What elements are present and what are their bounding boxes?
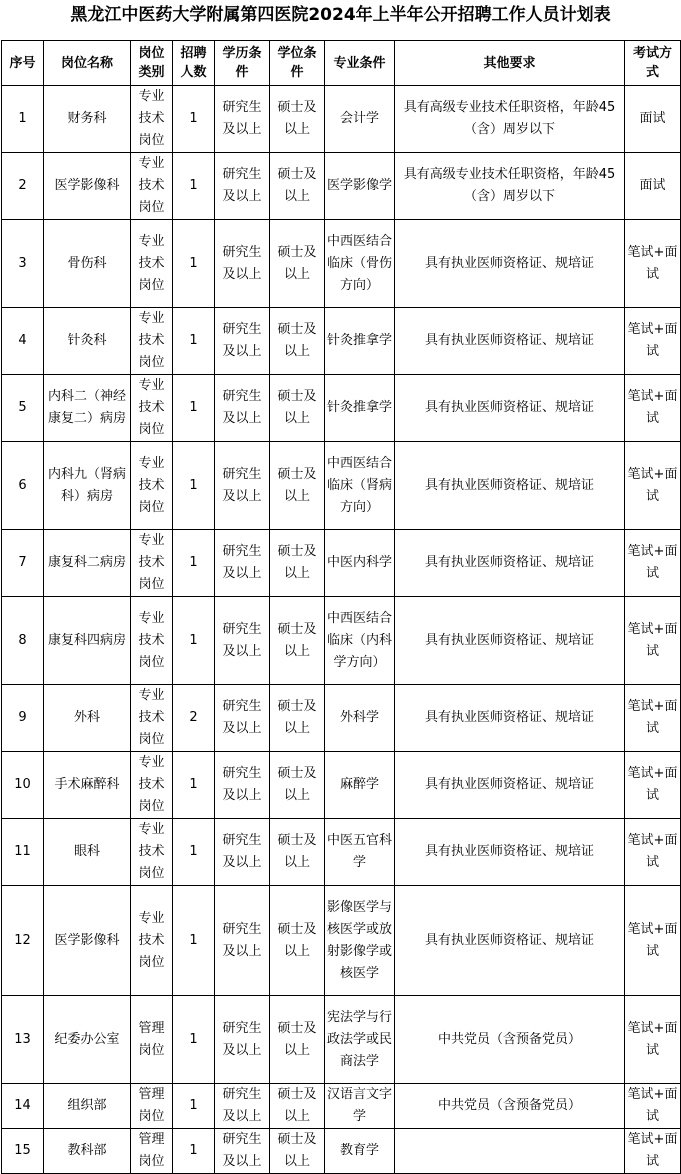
cell-no: 4 (2, 308, 44, 375)
cell-category: 专业技术岗位 (131, 819, 173, 886)
table-row (2, 375, 681, 442)
cell-education: 研究生及以上 (215, 308, 270, 375)
cell-count: 1 (173, 996, 215, 1084)
cell-category: 专业技术岗位 (131, 442, 173, 530)
cell-degree: 硕士及以上 (270, 819, 325, 886)
cell-position: 组织部 (44, 1084, 131, 1129)
cell-degree: 硕士及以上 (270, 153, 325, 220)
cell-education: 研究生及以上 (215, 752, 270, 819)
cell-count: 1 (173, 530, 215, 597)
cell-no: 13 (2, 996, 44, 1084)
header-cell: 学位条件 (270, 41, 325, 86)
table-header-row (2, 41, 681, 86)
cell-no: 3 (2, 220, 44, 308)
cell-education: 研究生及以上 (215, 996, 270, 1084)
table-row (2, 597, 681, 685)
header-cell: 招聘人数 (173, 41, 215, 86)
cell-other: 具有高级专业技术任职资格，年龄45（含）周岁以下 (395, 86, 625, 153)
table-row (2, 685, 681, 752)
cell-exam: 笔试+面试 (625, 752, 681, 819)
cell-education: 研究生及以上 (215, 819, 270, 886)
cell-major: 宪法学与行政法学或民商法学 (325, 996, 395, 1084)
cell-category: 专业技术岗位 (131, 153, 173, 220)
cell-position: 眼科 (44, 819, 131, 886)
page-title: 黑龙江中医药大学附属第四医院2024年上半年公开招聘工作人员计划表 (70, 5, 611, 25)
cell-other: 具有执业医师资格证、规培证 (395, 442, 625, 530)
cell-degree: 硕士及以上 (270, 752, 325, 819)
cell-position: 医学影像科 (44, 153, 131, 220)
cell-category: 专业技术岗位 (131, 530, 173, 597)
cell-count: 1 (173, 86, 215, 153)
cell-position: 康复科四病房 (44, 597, 131, 685)
cell-no: 7 (2, 530, 44, 597)
cell-education: 研究生及以上 (215, 1084, 270, 1129)
cell-education: 研究生及以上 (215, 1129, 270, 1174)
cell-exam: 笔试+面试 (625, 1129, 681, 1174)
table-row (2, 442, 681, 530)
cell-other: 具有执业医师资格证、规培证 (395, 597, 625, 685)
cell-other: 具有执业医师资格证、规培证 (395, 308, 625, 375)
header-cell: 岗位类别 (131, 41, 173, 86)
cell-no: 5 (2, 375, 44, 442)
cell-count: 1 (173, 375, 215, 442)
cell-no: 9 (2, 685, 44, 752)
cell-major: 教育学 (325, 1129, 395, 1174)
cell-degree: 硕士及以上 (270, 308, 325, 375)
cell-degree: 硕士及以上 (270, 996, 325, 1084)
cell-major: 中医五官科学 (325, 819, 395, 886)
cell-count: 1 (173, 886, 215, 996)
cell-major: 汉语言文字学 (325, 1084, 395, 1129)
cell-count: 1 (173, 1129, 215, 1174)
cell-major: 针灸推拿学 (325, 308, 395, 375)
table-row (2, 1084, 681, 1129)
table-row (2, 819, 681, 886)
cell-no: 12 (2, 886, 44, 996)
table-row (2, 86, 681, 153)
cell-exam: 笔试+面试 (625, 375, 681, 442)
table-row (2, 220, 681, 308)
cell-count: 1 (173, 597, 215, 685)
cell-exam: 面试 (625, 153, 681, 220)
cell-major: 中西医结合临床（骨伤方向） (325, 220, 395, 308)
cell-count: 1 (173, 442, 215, 530)
cell-degree: 硕士及以上 (270, 597, 325, 685)
cell-category: 专业技术岗位 (131, 886, 173, 996)
cell-degree: 硕士及以上 (270, 685, 325, 752)
table-row (2, 752, 681, 819)
cell-other: 具有执业医师资格证、规培证 (395, 375, 625, 442)
cell-other: 具有执业医师资格证、规培证 (395, 886, 625, 996)
table-row (2, 886, 681, 996)
cell-major: 影像医学与核医学或放射影像学或核医学 (325, 886, 395, 996)
cell-major: 会计学 (325, 86, 395, 153)
cell-other: 具有高级专业技术任职资格，年龄45（含）周岁以下 (395, 153, 625, 220)
cell-position: 针灸科 (44, 308, 131, 375)
cell-education: 研究生及以上 (215, 153, 270, 220)
table-row (2, 308, 681, 375)
header-cell: 专业条件 (325, 41, 395, 86)
cell-position: 手术麻醉科 (44, 752, 131, 819)
cell-position: 内科九（肾病科）病房 (44, 442, 131, 530)
cell-exam: 面试 (625, 86, 681, 153)
cell-major: 针灸推拿学 (325, 375, 395, 442)
cell-category: 专业技术岗位 (131, 86, 173, 153)
cell-position: 内科二（神经康复二）病房 (44, 375, 131, 442)
cell-no: 10 (2, 752, 44, 819)
cell-count: 1 (173, 752, 215, 819)
cell-no: 8 (2, 597, 44, 685)
cell-major: 中医内科学 (325, 530, 395, 597)
cell-no: 6 (2, 442, 44, 530)
cell-major: 医学影像学 (325, 153, 395, 220)
cell-major: 中西医结合临床（内科学方向） (325, 597, 395, 685)
cell-count: 1 (173, 1084, 215, 1129)
cell-category: 专业技术岗位 (131, 597, 173, 685)
cell-exam: 笔试+面试 (625, 530, 681, 597)
recruitment-plan-table (1, 40, 681, 1174)
cell-degree: 硕士及以上 (270, 442, 325, 530)
cell-other: 中共党员（含预备党员） (395, 996, 625, 1084)
cell-count: 2 (173, 685, 215, 752)
cell-other: 具有执业医师资格证、规培证 (395, 685, 625, 752)
cell-education: 研究生及以上 (215, 220, 270, 308)
cell-no: 1 (2, 86, 44, 153)
cell-category: 专业技术岗位 (131, 685, 173, 752)
cell-other: 具有执业医师资格证、规培证 (395, 220, 625, 308)
cell-exam: 笔试+面试 (625, 819, 681, 886)
cell-position: 教科部 (44, 1129, 131, 1174)
cell-count: 1 (173, 308, 215, 375)
cell-other: 具有执业医师资格证、规培证 (395, 752, 625, 819)
cell-other: 具有执业医师资格证、规培证 (395, 819, 625, 886)
cell-education: 研究生及以上 (215, 375, 270, 442)
cell-degree: 硕士及以上 (270, 220, 325, 308)
cell-major: 麻醉学 (325, 752, 395, 819)
cell-position: 医学影像科 (44, 886, 131, 996)
cell-count: 1 (173, 153, 215, 220)
cell-education: 研究生及以上 (215, 597, 270, 685)
cell-no: 14 (2, 1084, 44, 1129)
cell-exam: 笔试+面试 (625, 996, 681, 1084)
cell-position: 财务科 (44, 86, 131, 153)
header-cell: 岗位名称 (44, 41, 131, 86)
cell-category: 管理岗位 (131, 1084, 173, 1129)
cell-count: 1 (173, 220, 215, 308)
cell-degree: 硕士及以上 (270, 1129, 325, 1174)
cell-degree: 硕士及以上 (270, 886, 325, 996)
cell-no: 15 (2, 1129, 44, 1174)
cell-exam: 笔试+面试 (625, 220, 681, 308)
cell-category: 专业技术岗位 (131, 752, 173, 819)
header-cell: 学历条件 (215, 41, 270, 86)
cell-position: 骨伤科 (44, 220, 131, 308)
cell-other: 中共党员（含预备党员） (395, 1084, 625, 1129)
cell-position: 康复科二病房 (44, 530, 131, 597)
header-cell: 考试方式 (625, 41, 681, 86)
cell-category: 管理岗位 (131, 1129, 173, 1174)
cell-category: 管理岗位 (131, 996, 173, 1084)
cell-exam: 笔试+面试 (625, 886, 681, 996)
cell-exam: 笔试+面试 (625, 597, 681, 685)
cell-exam: 笔试+面试 (625, 1084, 681, 1129)
cell-exam: 笔试+面试 (625, 442, 681, 530)
cell-position: 纪委办公室 (44, 996, 131, 1084)
cell-education: 研究生及以上 (215, 86, 270, 153)
cell-degree: 硕士及以上 (270, 86, 325, 153)
table-row (2, 153, 681, 220)
cell-major: 外科学 (325, 685, 395, 752)
cell-exam: 笔试+面试 (625, 685, 681, 752)
cell-category: 专业技术岗位 (131, 375, 173, 442)
header-cell: 序号 (2, 41, 44, 86)
header-cell: 其他要求 (395, 41, 625, 86)
table-row (2, 996, 681, 1084)
cell-degree: 硕士及以上 (270, 1084, 325, 1129)
cell-count: 1 (173, 819, 215, 886)
cell-major: 中西医结合临床（肾病方向） (325, 442, 395, 530)
cell-position: 外科 (44, 685, 131, 752)
cell-other: 具有执业医师资格证、规培证 (395, 530, 625, 597)
table-row (2, 530, 681, 597)
cell-education: 研究生及以上 (215, 886, 270, 996)
cell-education: 研究生及以上 (215, 442, 270, 530)
cell-exam: 笔试+面试 (625, 308, 681, 375)
cell-education: 研究生及以上 (215, 685, 270, 752)
cell-degree: 硕士及以上 (270, 530, 325, 597)
cell-category: 专业技术岗位 (131, 308, 173, 375)
cell-education: 研究生及以上 (215, 530, 270, 597)
cell-no: 11 (2, 819, 44, 886)
cell-category: 专业技术岗位 (131, 220, 173, 308)
cell-no: 2 (2, 153, 44, 220)
cell-degree: 硕士及以上 (270, 375, 325, 442)
